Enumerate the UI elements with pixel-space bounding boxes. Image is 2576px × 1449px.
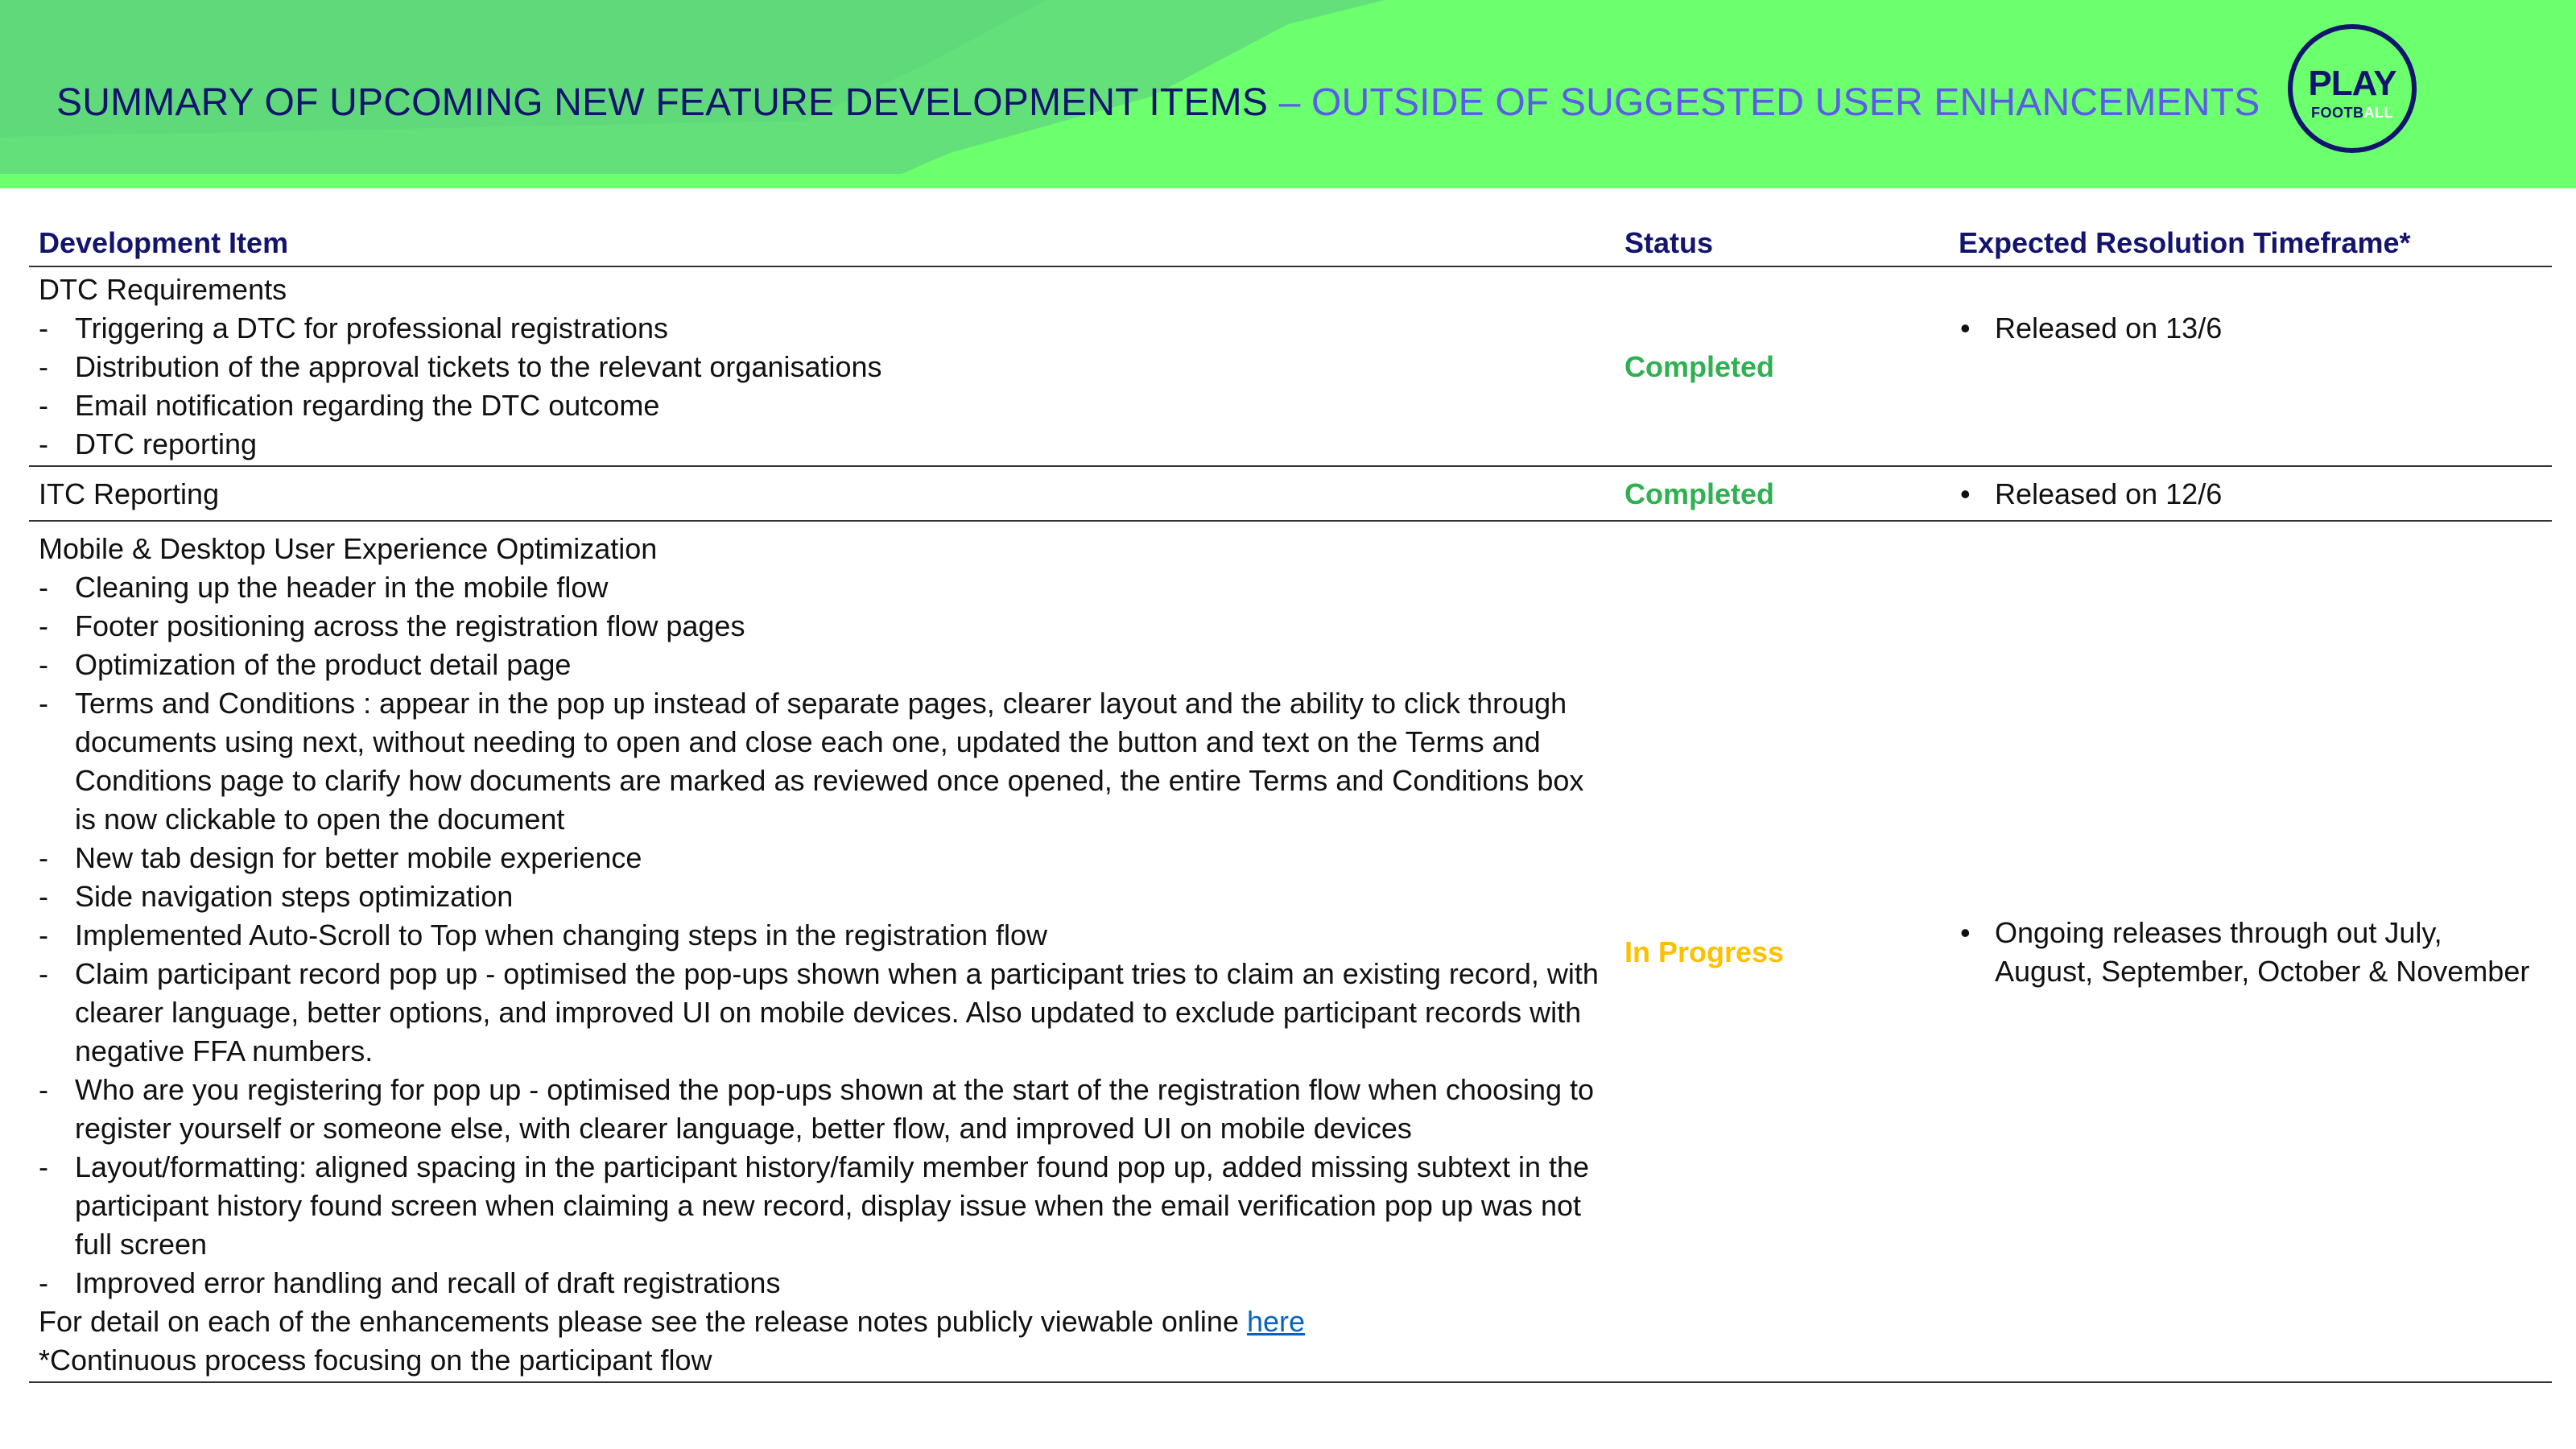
release-notes-note: [39, 1302, 1605, 1341]
page-title-main: SUMMARY OF UPCOMING NEW FEATURE DEVELOPMENT ITEMS: [56, 81, 1269, 124]
list-item: - Footer positioning across the registration flow pages: [39, 607, 1605, 646]
list-item: - DTC reporting: [39, 425, 1605, 464]
page-title: [56, 79, 2260, 127]
timeframe-item: • Released on 13/6: [1959, 309, 2542, 348]
list-item: - Implemented Auto-Scroll to Top when changing steps in the registration flow: [39, 916, 1605, 955]
timeframe-cell: [1949, 521, 2552, 1382]
item-heading: ITC Reporting: [39, 477, 220, 510]
table-row: [29, 466, 2552, 521]
list-item: - Email notification regarding the DTC outcome: [39, 386, 1605, 425]
release-notes-link[interactable]: here: [1246, 1305, 1306, 1338]
item-sublist: [39, 309, 1605, 464]
logo-text-play: PLAY: [2308, 64, 2396, 103]
timeframe-item: • Released on 12/6: [1959, 475, 2542, 514]
page-title-sub: – OUTSIDE OF SUGGESTED USER ENHANCEMENTS: [1268, 81, 2260, 124]
timeframe-item: • Ongoing releases through out July, August, September, October & November: [1959, 914, 2542, 991]
item-sublist: [39, 568, 1605, 1302]
play-football-logo: [2288, 24, 2417, 153]
status-badge: Completed: [1615, 466, 1949, 521]
timeframe-cell: [1949, 266, 2552, 466]
column-header-timeframe: Expected Resolution Timeframe*: [1949, 219, 2552, 266]
list-item: - Claim participant record pop up - optimised the pop-ups shown when a participant tries to claim an existing record, with clearer language, better options, and improved UI on mobile devices. Also updated to exclude participant records with negative FFA numbers.: [39, 955, 1605, 1071]
development-items-table: [29, 219, 2552, 1383]
list-item: - Improved error handling and recall of draft registrations: [39, 1264, 1605, 1302]
item-heading: Mobile & Desktop User Experience Optimization: [39, 532, 658, 565]
release-notes-text: For detail on each of the enhancements please see the release notes publicly viewable online: [39, 1305, 1247, 1338]
list-item: - Terms and Conditions : appear in the pop up instead of separate pages, clearer layout and the ability to click through documents using next, without needing to open and close each one, updated the button and text on the Terms and Conditions page to clarify how documents are marked as reviewed once opened, the entire Terms and Conditions box is now clickable to open the document: [39, 684, 1605, 839]
list-item: - New tab design for better mobile experience: [39, 839, 1605, 877]
table-header-row: [29, 219, 2552, 266]
column-header-status: Status: [1615, 219, 1949, 266]
item-heading: DTC Requirements: [39, 273, 287, 306]
list-item: - Layout/formatting: aligned spacing in the participant history/family member found pop up, added missing subtext in the participant history found screen when claiming a new record, display issue when the email verification pop up was not full screen: [39, 1148, 1605, 1264]
list-item: - Who are you registering for pop up - optimised the pop-ups shown at the start of the registration flow when choosing to register yourself or someone else, with clearer language, better flow, and improved UI on mobile devices: [39, 1071, 1605, 1148]
column-header-development-item: Development Item: [29, 219, 1615, 266]
list-item: - Triggering a DTC for professional registrations: [39, 309, 1605, 348]
list-item: - Side navigation steps optimization: [39, 877, 1605, 916]
list-item: - Distribution of the approval tickets to the relevant organisations: [39, 348, 1605, 386]
table-row: [29, 266, 2552, 466]
list-item: - Optimization of the product detail page: [39, 646, 1605, 684]
list-item: - Cleaning up the header in the mobile flow: [39, 568, 1605, 607]
table-row: [29, 521, 2552, 1382]
footnote: *Continuous process focusing on the participant flow: [39, 1344, 712, 1377]
development-item-cell: [29, 266, 1615, 466]
development-item-cell: [29, 466, 1615, 521]
status-badge: In Progress: [1615, 521, 1949, 1382]
timeframe-cell: [1949, 466, 2552, 521]
status-badge: Completed: [1615, 266, 1949, 466]
development-item-cell: [29, 521, 1615, 1382]
logo-text-football: FOOTBALL: [2311, 105, 2393, 121]
